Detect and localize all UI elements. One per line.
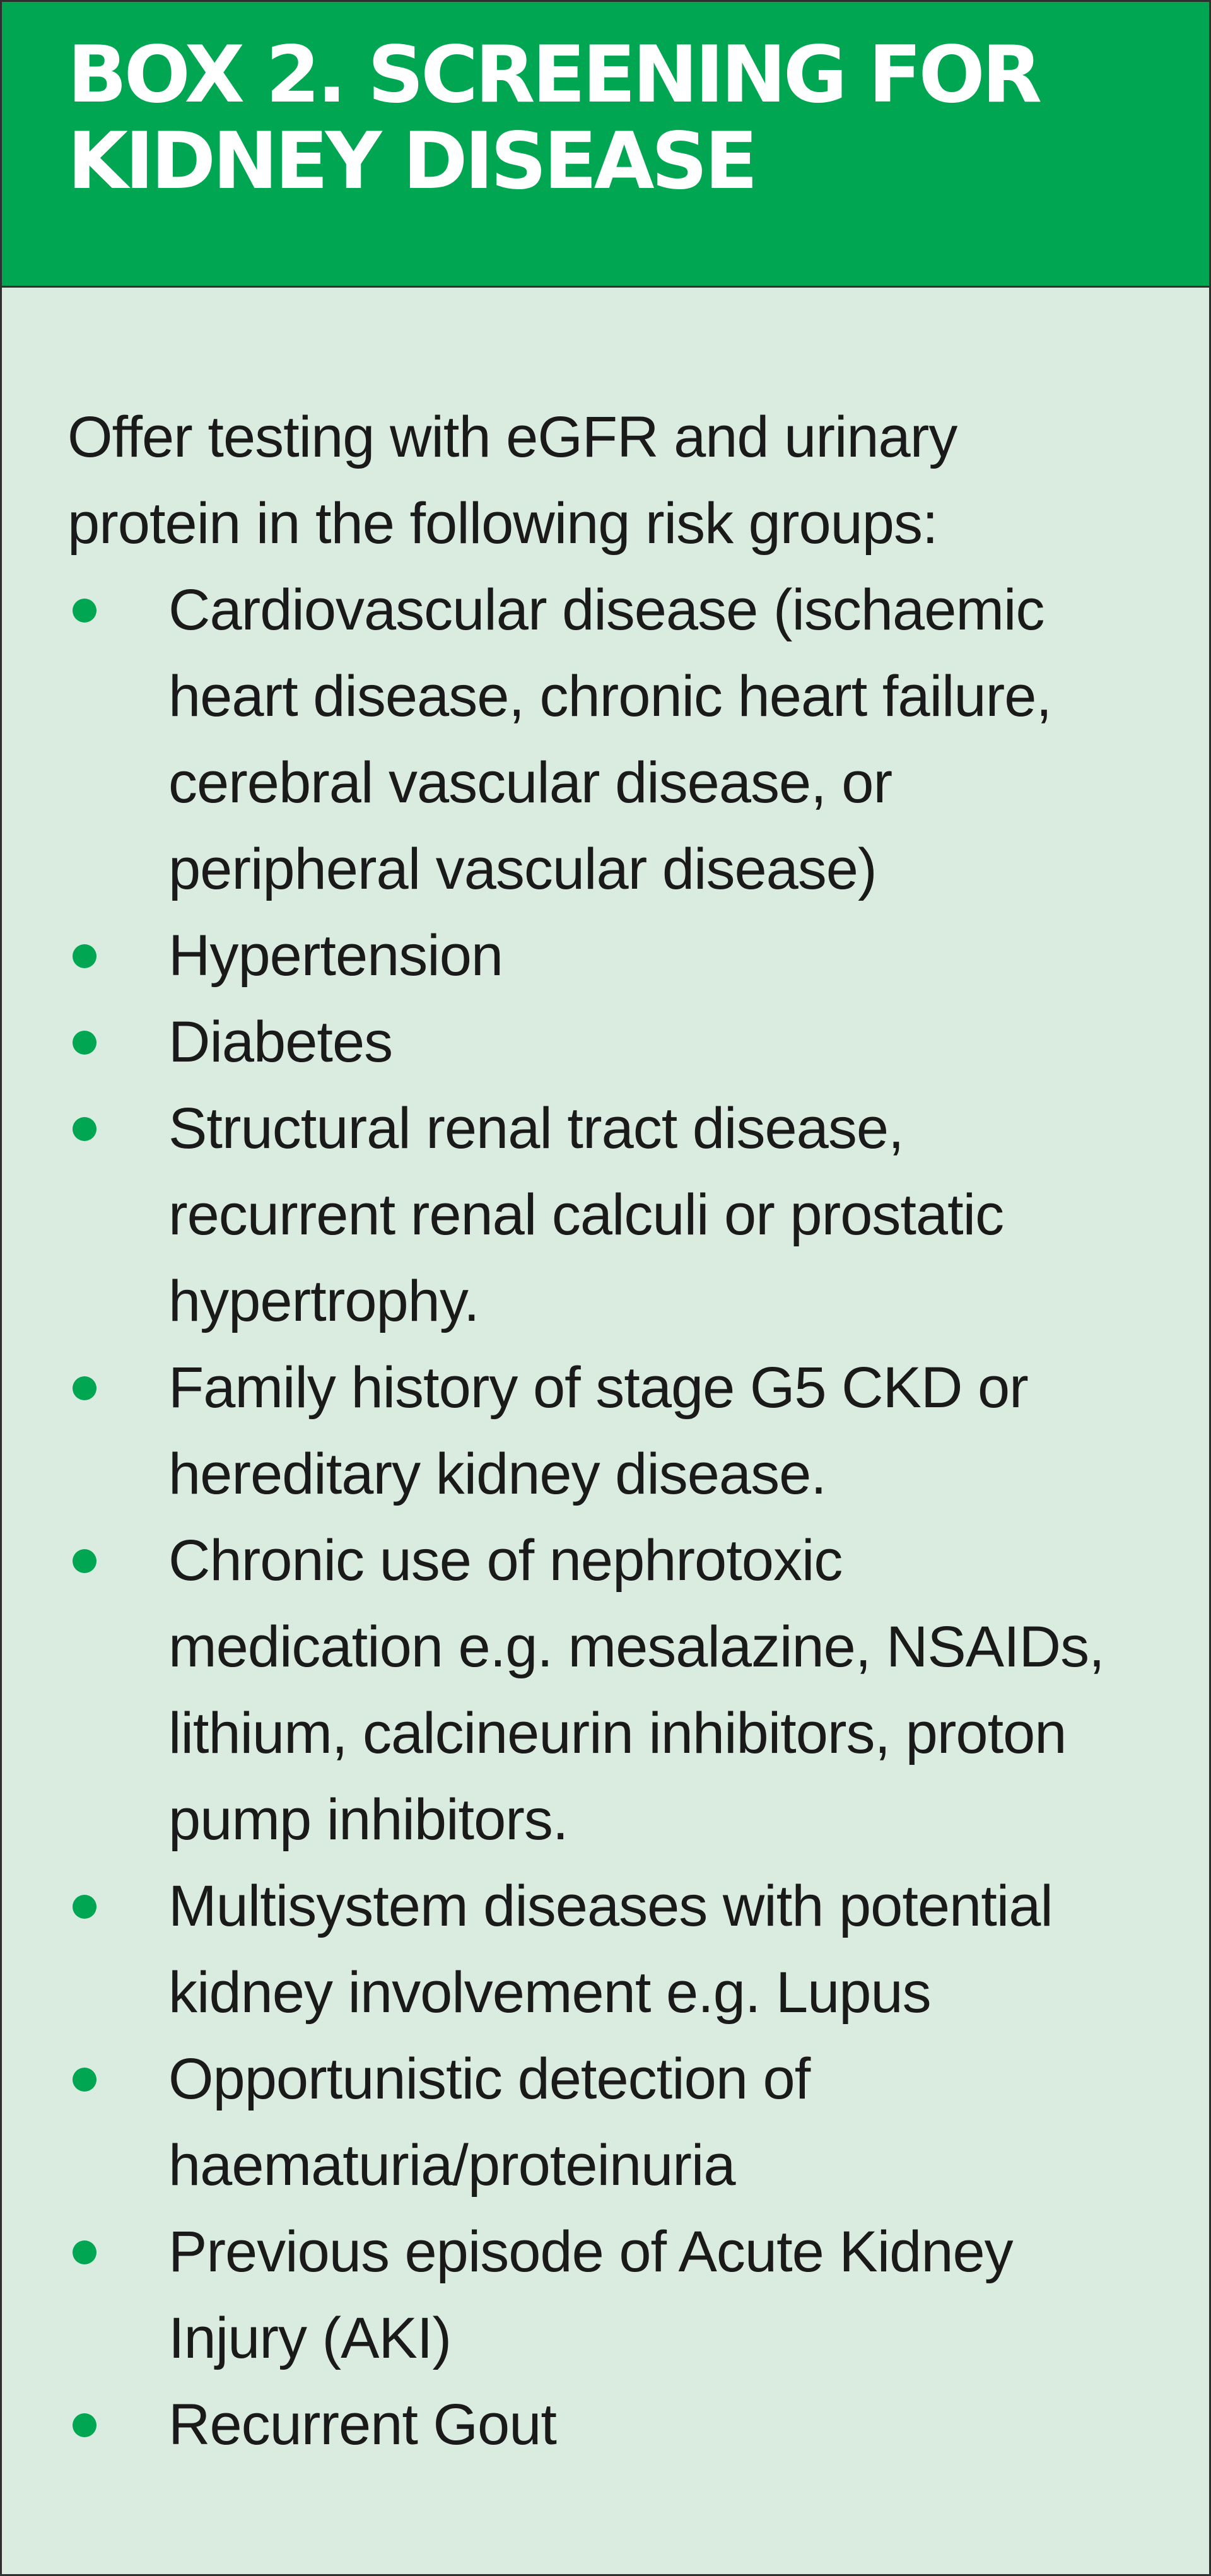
list-item-line: recurrent renal calculi or prostatic: [168, 1183, 1004, 1247]
list-item-nephrotoxic-medication: [67, 1518, 1140, 1863]
list-item-line: Opportunistic detection of: [168, 2047, 810, 2111]
list-item-line: cerebral vascular disease, or: [168, 751, 892, 815]
list-item-line: Chronic use of nephrotoxic: [168, 1528, 843, 1593]
box-title-line-1: BOX 2. SCREENING FOR: [67, 30, 1039, 120]
list-item-line: Structural renal tract disease,: [168, 1096, 904, 1161]
intro-line-1: Offer testing with eGFR and urinary: [67, 405, 957, 469]
list-item-previous-aki: [67, 2209, 1140, 2382]
list-item-multisystem-diseases: [67, 1863, 1140, 2036]
list-item-line: Multisystem diseases with potential: [168, 1874, 1053, 1938]
bullet-dot-icon: [73, 1376, 97, 1400]
box-header: [2, 2, 1209, 288]
box-title: [67, 32, 1140, 205]
bullet-dot-icon: [73, 2240, 97, 2264]
list-item-diabetes: [67, 999, 1140, 1086]
list-item-line: Previous episode of Acute Kidney: [168, 2220, 1013, 2284]
box-title-line-2: KIDNEY DISEASE: [67, 116, 755, 207]
intro-line-2: protein in the following risk groups:: [67, 491, 938, 556]
list-item-line: kidney involvement e.g. Lupus: [168, 1960, 931, 2025]
bullet-dot-icon: [73, 1895, 97, 1919]
bullet-dot-icon: [73, 2068, 97, 2092]
list-item-line: peripheral vascular disease): [168, 837, 877, 901]
list-item-line: Hypertension: [168, 923, 503, 988]
list-item-line: Family history of stage G5 CKD or: [168, 1355, 1028, 1420]
bullet-dot-icon: [73, 1117, 97, 1141]
list-item-opportunistic-detection: [67, 2036, 1140, 2209]
bullet-dot-icon: [73, 944, 97, 968]
list-item-line: Injury (AKI): [168, 2306, 452, 2370]
list-item-line: medication e.g. mesalazine, NSAIDs,: [168, 1615, 1104, 1679]
list-item-line: Diabetes: [168, 1010, 393, 1074]
list-item-family-history: [67, 1345, 1140, 1518]
list-item-structural-renal-disease: [67, 1086, 1140, 1345]
bullet-dot-icon: [73, 1031, 97, 1055]
list-item-hypertension: [67, 913, 1140, 999]
bullet-dot-icon: [73, 599, 97, 623]
list-item-line: Recurrent Gout: [168, 2392, 556, 2457]
list-item-line: pump inhibitors.: [168, 1788, 568, 1852]
list-item-line: Cardiovascular disease (ischaemic: [168, 578, 1044, 642]
list-item-line: hypertrophy.: [168, 1269, 479, 1333]
box-body: [67, 394, 1140, 2468]
list-item-line: heart disease, chronic heart failure,: [168, 664, 1052, 729]
list-item-line: hereditary kidney disease.: [168, 1442, 826, 1506]
list-item-line: lithium, calcineurin inhibitors, proton: [168, 1701, 1067, 1765]
risk-group-list: [67, 567, 1140, 2468]
bullet-dot-icon: [73, 1549, 97, 1573]
list-item-cardiovascular-disease: [67, 567, 1140, 913]
list-item-line: haematuria/proteinuria: [168, 2133, 735, 2198]
list-item-recurrent-gout: [67, 2382, 1140, 2468]
intro-paragraph: [67, 394, 1140, 567]
bullet-dot-icon: [73, 2413, 97, 2437]
